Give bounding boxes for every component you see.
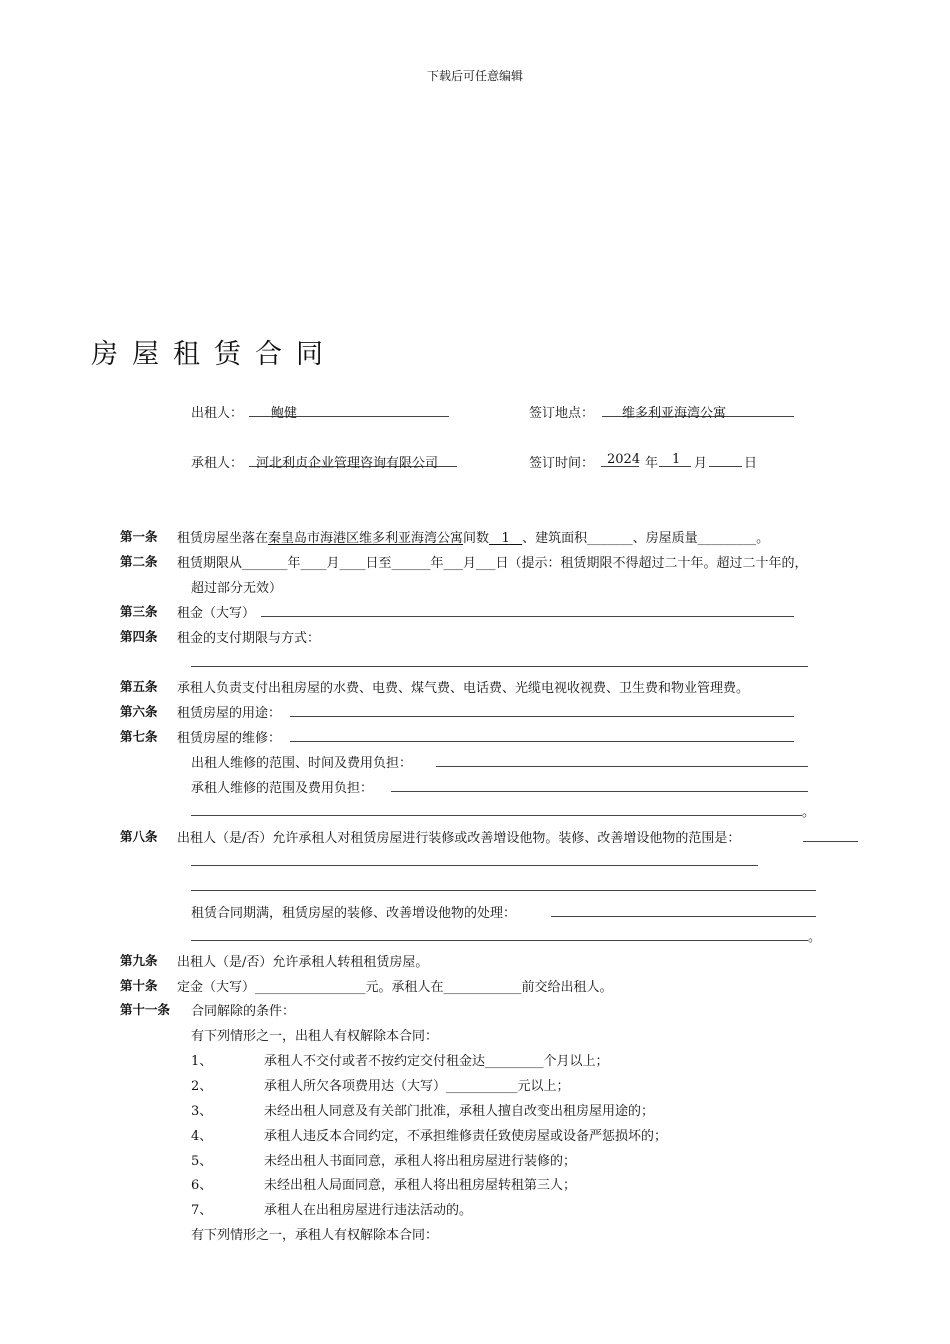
lessor-repair-blank [436,766,808,767]
article-11-text: 合同解除的条件： [191,1004,296,1019]
article-7-sub1: 出租人维修的范围、时间及费用负担： [191,756,413,771]
article-7: 第七条 [120,729,158,744]
improve-blank-1 [191,865,758,866]
article-8-text: 出租人（是/否）允许承租人对租赁房屋进行装修或改善增设他物。装修、改善增设他物的范围是： [177,831,741,846]
repair-blank [290,741,794,742]
article-label: 第一条 [120,529,158,544]
article-5: 第五条 [120,679,158,694]
usage-blank [290,716,794,717]
list-item: 承租人所欠各项费用达（大写）___________元以上； [264,1079,570,1094]
article-11-intro1: 有下列情形之一，出租人有权解除本合同： [191,1029,439,1044]
day-underline [709,466,742,467]
list-item: 未经出租人局面同意，承租人将出租房屋转租第三人； [264,1178,577,1193]
article-4: 第四条 [120,629,158,644]
improve-scope-blank [803,841,858,842]
improve-blank-2 [191,890,816,891]
article-1-text: 租赁房屋坐落在秦皇岛市海港区维多利亚海湾公寓间数 1 、建筑面积_______、房屋质量_________。 [177,531,770,546]
article-2-text-cont: 超过部分无效） [191,581,283,596]
month-value: 1 [672,452,681,467]
article-11: 第十一条 [120,1002,171,1017]
rent-blank [261,616,794,617]
article-8: 第八条 [120,829,158,844]
list-item: 承租人违反本合同约定，不承担维修责任致使房屋或设备严惩损坏的； [264,1129,668,1144]
article-6: 第六条 [120,704,158,719]
list-item-num: 1、 [191,1054,213,1069]
repair-blank-2 [191,815,802,816]
lessor-label: 出租人： [191,406,244,421]
property-location: 秦皇岛市海港区维多利亚海湾公寓 [268,531,464,546]
list-item-num: 4、 [191,1129,213,1144]
day-unit: 日 [744,456,758,471]
room-count: 1 [501,531,510,546]
list-item: 未经出租人同意及有关部门批准，承租人擅自改变出租房屋用途的； [264,1104,655,1119]
list-item-num: 7、 [191,1203,213,1218]
page-header: 下载后可任意编辑 [426,69,523,83]
lessee-value: 河北利贞企业管理咨询有限公司 [256,456,439,471]
lessee-label: 承租人： [191,456,244,471]
article-7-text: 租赁房屋的维修： [177,731,282,746]
article-9: 第九条 [120,953,158,968]
payment-blank [191,666,808,667]
list-item: 承租人在出租房屋进行违法活动的。 [264,1203,473,1218]
list-item-num: 3、 [191,1104,213,1119]
article-8-end: 。 [808,930,822,945]
list-item-num: 5、 [191,1154,213,1169]
document-title: 房屋租赁合同 [91,339,337,370]
year-value: 2024 [607,452,641,467]
list-item-num: 2、 [191,1079,213,1094]
place-value: 维多利亚海湾公寓 [622,406,727,421]
lessor-value: 鲍健 [271,406,298,421]
article-7-end: 。 [802,805,816,820]
month-unit: 月 [694,456,708,471]
article-6-text: 租赁房屋的用途： [177,706,282,721]
year-unit: 年 [645,456,659,471]
list-item: 未经出租人书面同意，承租人将出租房屋进行装修的； [264,1154,577,1169]
article-8-sub: 租赁合同期满，租赁房屋的装修、改善增设他物的处理： [191,906,517,921]
expiry-handling-blank-2 [191,940,808,941]
article-10: 第十条 [120,978,158,993]
lessee-repair-blank [391,791,808,792]
place-label: 签订地点： [529,406,595,421]
article-10-text: 定金（大写）_________________元。承租人在____________前交给出租人。 [177,980,613,995]
article-3: 第三条 [120,604,158,619]
article-7-sub2: 承租人维修的范围及费用负担： [191,781,374,796]
list-item: 承租人不交付或者不按约定交付租金达_________个月以上； [264,1054,609,1069]
article-4-text: 租金的支付期限与方式： [177,631,321,646]
article-9-text: 出租人（是/否）允许承租人转租租赁房屋。 [177,955,429,970]
article-1 [120,527,158,545]
article-2-text: 租赁期限从_______年____月____日至______年___月___日（提示：租赁期限不得超过二十年。超过二十年的， [177,556,808,571]
article-3-text: 租金（大写） [177,606,256,621]
article-5-text: 承租人负责支付出租房屋的水费、电费、煤气费、电话费、光缆电视收视费、卫生费和物业管理费。 [177,681,750,696]
expiry-handling-blank [551,916,816,917]
list-item-num: 6、 [191,1178,213,1193]
time-label: 签订时间： [529,456,595,471]
article-11-intro2: 有下列情形之一，承租人有权解除本合同： [191,1228,439,1243]
article-2: 第二条 [120,554,158,569]
